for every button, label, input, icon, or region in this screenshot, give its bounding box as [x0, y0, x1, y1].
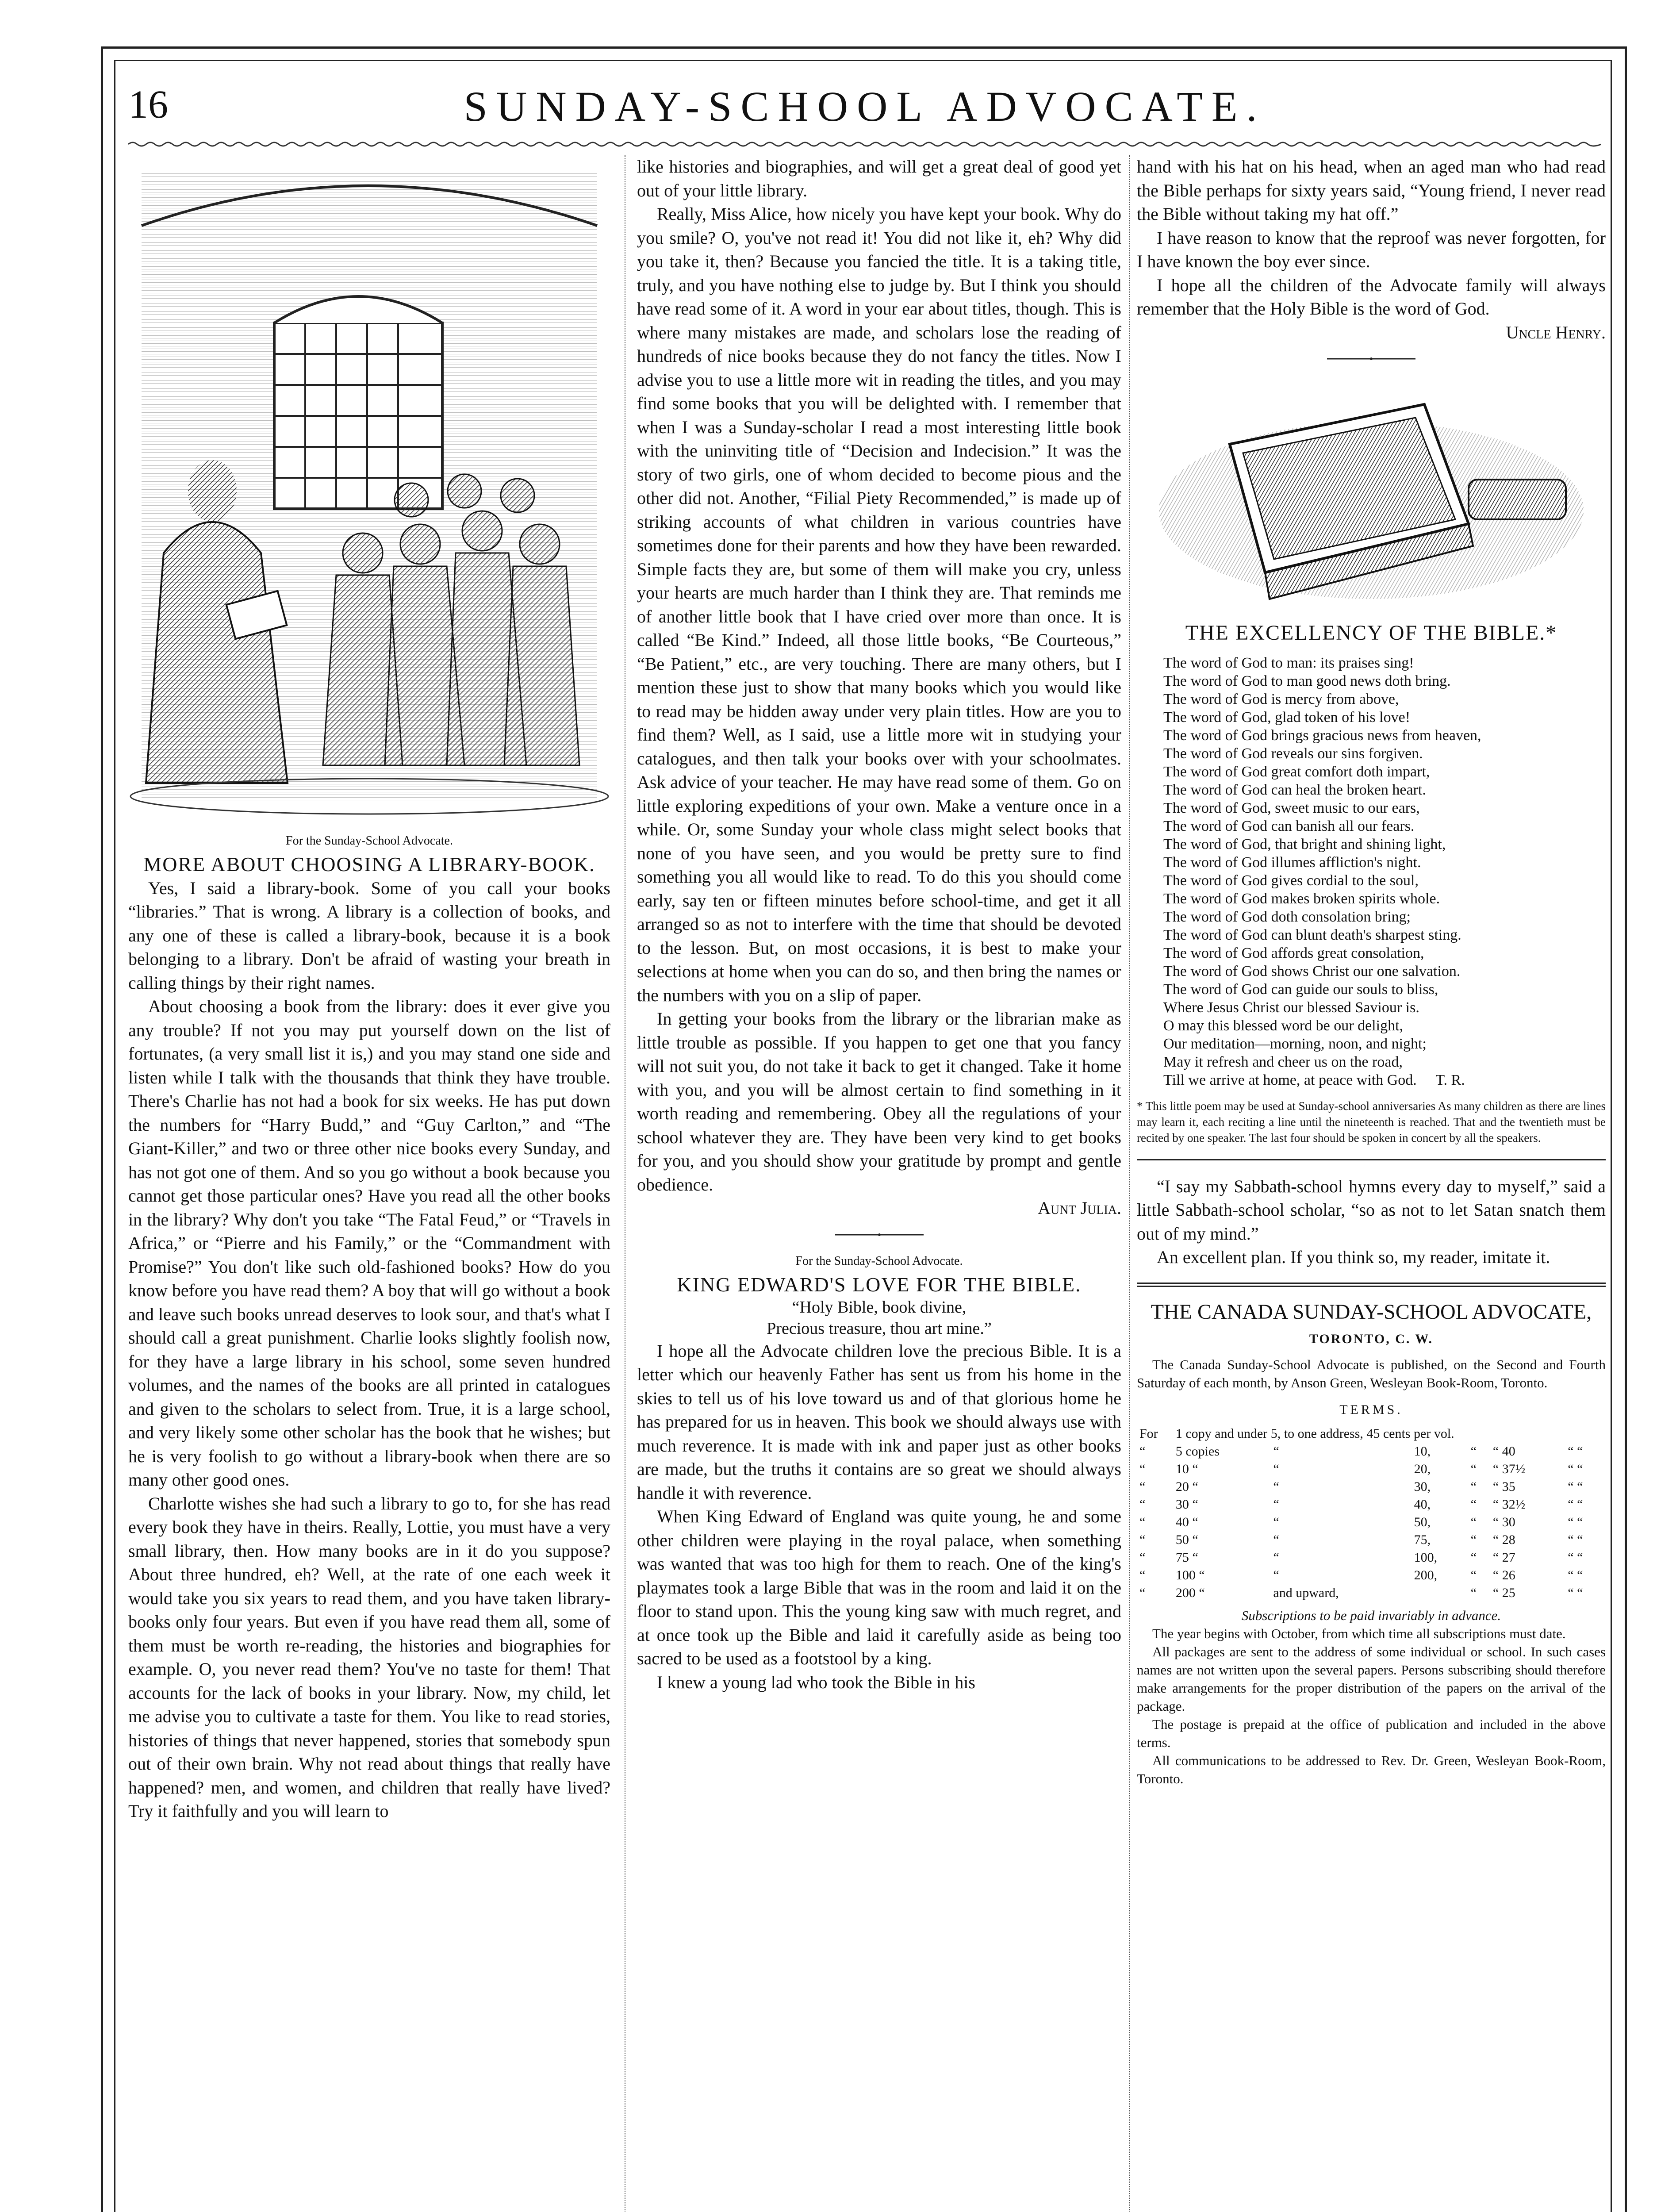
rates-cell: “ [1139, 1462, 1146, 1476]
rates-row [1137, 1460, 1606, 1478]
rates-cell: “ [1273, 1532, 1279, 1547]
rates-cell: 100 “ [1175, 1568, 1205, 1582]
advance-notice: Subscriptions to be paid invariably in advance. [1241, 1608, 1501, 1623]
poem-line: The word of God to man: its praises sing! [1163, 654, 1414, 671]
rates-cell: For [1139, 1426, 1158, 1441]
poem-line: The word of God reveals our sins forgiven. [1163, 745, 1423, 762]
rates-cell: 20 “ [1175, 1479, 1198, 1494]
rates-cell: “ [1470, 1532, 1477, 1547]
rates-cell: 200 “ [1175, 1586, 1205, 1600]
poem-signature: T. R. [1435, 1071, 1465, 1088]
notice-paragraph: All communications to be addressed to Rev. Dr. Green, Wesleyan Book-Room, Toronto. [1137, 1753, 1606, 1786]
notice-rule [1137, 1283, 1606, 1287]
rates-cell: “ [1470, 1515, 1477, 1529]
poem-line: The word of God great comfort doth impart, [1163, 763, 1430, 780]
rates-cell: 75, [1414, 1532, 1431, 1547]
poem-line: The word of God makes broken spirits whole. [1163, 890, 1440, 907]
poem-line: The word of God can guide our souls to bliss, [1163, 981, 1438, 998]
rates-cell: 20, [1414, 1462, 1431, 1476]
rates-cell: “ 35 [1492, 1479, 1515, 1494]
rates-row [1137, 1443, 1606, 1460]
notice-paragraph: All packages are sent to the address of some individual or school. In such cases names are not written upon the several papers. Persons subscribing should therefore make arrangements for the proper distribution of the papers on the arrival of the package. [1137, 1644, 1606, 1714]
article-paragraph: Yes, I said a library-book. Some of you call your books “libraries.” That is wrong. A library is a collection of books, and any one of these is called a library-book, because it is a book belonging to a library. Don't be afraid of wasting your breath in calling things by their right names. [128, 878, 610, 993]
rates-cell: “ [1470, 1586, 1477, 1600]
rates-cell: 30 “ [1175, 1497, 1198, 1512]
section-rule [1137, 1159, 1606, 1161]
rates-cell: “ [1273, 1444, 1279, 1459]
rates-cell: “ [1139, 1444, 1146, 1459]
rates-cell: 5 copies [1175, 1444, 1220, 1459]
article-credit: For the Sunday-School Advocate. [286, 833, 453, 848]
rates-row [1137, 1496, 1606, 1513]
poem-line: The word of God brings gracious news from heaven, [1163, 727, 1481, 744]
article-motto [637, 1297, 1121, 1339]
rates-cell: “ [1273, 1515, 1279, 1529]
article-paragraph: Charlotte wishes she had such a library to go to, for she has read every book they have in theirs. Really, Lottie, you must have a very small library, then. How many books are in it do you suppose? About three hundred, eh? Well, at the rate of one each week it would take you six years to read them, and you have taken library-books only four years. But even if you have read them all, some of them must be worth re-reading, the histories and biographies for example. O, you never read them? You've no taste for them! That accounts for the lack of books in your library. Now, my child, let me advise you to cultivate a taste for them. You like to read stories, histories of things that never happened, stories that somebody spun out of their own brain. Why not read about things that really have happened? men, and women, and children that really have lived? Try it faithfully and you will learn to [128, 1493, 610, 1821]
terms-heading: TERMS. [1339, 1402, 1403, 1417]
header-wavy-rule [128, 141, 1601, 148]
hymns-paragraph: An excellent plan. If you think so, my reader, imitate it. [1157, 1247, 1550, 1267]
notice-paragraph: The year begins with October, from which time all subscriptions must date. [1152, 1626, 1566, 1641]
article-signature: Uncle Henry. [1506, 322, 1606, 342]
rates-cell: “ [1470, 1550, 1477, 1565]
rates-cell: “ [1470, 1479, 1477, 1494]
rates-cell: “ “ [1568, 1568, 1583, 1582]
rates-cell: “ [1139, 1568, 1146, 1582]
poem-line: The word of God can banish all our fears. [1163, 818, 1415, 834]
poem-line: Our meditation—morning, noon, and night; [1163, 1035, 1427, 1052]
poem-body [1137, 654, 1606, 1089]
article-paragraph: About choosing a book from the library: does it ever give you any trouble? If not you may put yourself down on the list of fortunates, (a very small list it is,) and you may stand one side and listen while I talk with the thousands that think they have trouble. There's Charlie has not had a book for six weeks. He has put down the numbers for “Harry Budd,” and “Guy Carlton,” and “The Giant-Killer,” and two or three other nice books every Sunday, and has not got one of them. And so you go without a book because you cannot get those particular ones? Have you read all the other books in the library? Why don't you take “The Fatal Feud,” or “Travels in Africa,” or “Pierre and his Family,” or the “Commandment with Promise?” You don't like such old-fashioned books? How do you know before you have read them? A boy that will go without a book and leave such books unread deserves to look sour, and that's what I should call a great punishment. Charlie looks slightly foolish now, for they have a large library in his school, some seven hundred volumes, and the names of the books are all printed in catalogues and given to the scholars to select from. True, it is a large school, and very likely some other scholar has the book that he wishes; but he is very foolish to go without a library-book when there are so many other good ones. [128, 996, 610, 1490]
publication-title: SUNDAY-SCHOOL ADVOCATE. [464, 83, 1266, 130]
article-paragraph: hand with his hat on his head, when an aged man who had read the Bible perhaps for sixty years said, “Young friend, I never read the Bible without taking my hat off.” [1137, 157, 1606, 224]
motto-line: Precious treasure, thou art mine.” [767, 1319, 992, 1338]
rates-row [1137, 1567, 1606, 1584]
sunday-school-class-illustration [128, 155, 610, 818]
poem-line: The word of God shows Christ our one salvation. [1163, 963, 1461, 979]
rates-cell: “ [1273, 1550, 1279, 1565]
article-paragraph: When King Edward of England was quite young, he and some other children were playing in the royal palace, when something was wanted that was too high for them to reach. One of the king's playmates took a large Bible that was in the room and laid it on the floor to stand upon. This the young king saw with much regret, and at once took up the Bible and laid it carefully aside as being too sacred to be used as a footstool by a king. [637, 1506, 1121, 1668]
rates-cell: “ “ [1568, 1479, 1583, 1494]
poem-title: THE EXCELLENCY OF THE BIBLE.* [1185, 621, 1557, 645]
article-headline: KING EDWARD'S LOVE FOR THE BIBLE. [677, 1273, 1082, 1296]
motto-line: “Holy Bible, book divine, [792, 1298, 967, 1317]
notice-location: TORONTO, C. W. [1309, 1332, 1434, 1346]
article-paragraph: In getting your books from the library or the librarian make as little trouble as possible. If you happen to get one that you fancy will not suit you, do not take it back to get it changed. Take it home with you, and you will be almost certain to find something in it worth reading and remembering. Obey all the regulations of your school whatever they are. They have been very kind to get books for you, and you should show your gratitude by prompt and gentle obedience. [637, 1009, 1121, 1194]
rates-cell: “ “ [1568, 1586, 1583, 1600]
rates-row [1137, 1584, 1606, 1602]
rates-cell: “ [1139, 1479, 1146, 1494]
section-separator [835, 1233, 924, 1236]
rates-cell: “ 25 [1492, 1586, 1515, 1600]
rates-cell: “ [1470, 1462, 1477, 1476]
rates-row [1137, 1425, 1606, 1443]
poem-line: The word of God doth consolation bring; [1163, 908, 1411, 925]
rates-cell: “ 40 [1492, 1444, 1515, 1459]
rates-cell: “ 30 [1492, 1515, 1515, 1529]
holy-bible-illustration [1150, 378, 1592, 608]
rates-cell: 200, [1414, 1568, 1438, 1582]
rates-cell: “ [1273, 1462, 1279, 1476]
rates-row [1137, 1531, 1606, 1549]
poem-line-text: Till we arrive at home, at peace with God. [1163, 1071, 1417, 1088]
poem-line: The word of God, glad token of his love! [1163, 709, 1411, 726]
article-signature: Aunt Julia. [1038, 1198, 1121, 1218]
poem-line: The word of God, sweet music to our ears, [1163, 799, 1420, 816]
poem-line [1163, 1071, 1606, 1089]
poem-line: O may this blessed word be our delight, [1163, 1017, 1404, 1034]
rates-cell: “ 32½ [1492, 1497, 1526, 1512]
rates-cell: 50, [1414, 1515, 1431, 1529]
rates-cell: “ “ [1568, 1444, 1583, 1459]
article-paragraph: I hope all the children of the Advocate family will always remember that the Holy Bible is the word of God. [1137, 275, 1606, 319]
rates-cell: “ “ [1568, 1550, 1583, 1565]
rates-cell: “ [1470, 1497, 1477, 1512]
article-paragraph: I hope all the Advocate children love the precious Bible. It is a letter which our heavenly Father has sent us from his home in the skies to tell us of his love toward us and of that glorious home he has prepared for us in heaven. This book we should always use with much reverence. It is made with ink and paper just as other books are made, but the truths it contains are so great we should always handle it with reverence. [637, 1340, 1121, 1503]
rates-cell: “ “ [1568, 1497, 1583, 1512]
rates-cell: and upward, [1273, 1586, 1339, 1600]
rates-cell: “ 26 [1492, 1568, 1515, 1582]
hymns-paragraph: “I say my Sabbath-school hymns every day to myself,” said a little Sabbath-school scholar, “so as not to let Satan snatch them out of my mind.” [1137, 1176, 1606, 1244]
article-paragraph: like histories and biographies, and will get a great deal of good yet out of your little library. [637, 157, 1121, 200]
column-1 [128, 155, 610, 1823]
rates-cell: “ [1273, 1497, 1279, 1512]
notice-paragraph: The postage is prepaid at the office of publication and included in the above terms. [1137, 1717, 1606, 1750]
rates-cell: 10, [1414, 1444, 1431, 1459]
rates-cell: “ 28 [1492, 1532, 1515, 1547]
column-divider-2 [1129, 155, 1130, 2212]
rates-cell: “ [1139, 1515, 1146, 1529]
rates-cell: “ “ [1568, 1462, 1583, 1476]
rates-cell: “ [1139, 1550, 1146, 1565]
rates-table [1137, 1425, 1606, 1602]
article-paragraph: Really, Miss Alice, how nicely you have kept your book. Why do you smile? O, you've not read it! You did not like it, eh? Why did you take it, then? Because you fancied the title. It is a taking title, truly, and you have nothing else to judge by. But I think you should have read some of it. A word in your ear about titles, though. This is where many mistakes are made, and scholars lose the reading of hundreds of nice books because they do not fancy the titles. Now I advise you to use a little more wit in reading the titles, and you may find some books that you will be delighted with. I remember that when I was a Sunday-scholar I read a most interesting little book with the uninviting title of “Decision and Indecision.” It was the story of two girls, one of whom decided to become pious and the other did not. Another, “Filial Piety Recommended,” is made up of striking accounts of what children in various countries have sometimes done for their parents and how they have been rewarded. Simple facts they are, but some of them will make you cry, unless your hearts are much harder than I think they are. That reminds me of another little book that I have cried over more than once. It is called “Be Kind.” Indeed, all those little books, “Be Courteous,” “Be Patient,” etc., are very touching. There are many others, but I mention these just to show that many books which you would like to read may be hidden away under very plain titles. How are you to find them? Well, as I said, use a little more wit in studying your catalogues, and then talk your books over with your schoolmates. Ask advice of your teacher. He may have read some of them. Go on little exploring expeditions of your own. Make a venture once in a while. Or, some Sunday your whole class might select books that none of you have seen, and you would be pretty sure to find something you all would like to read. To do this you should come early, say ten or fifteen minutes before school-time, and get it all arranged so as not to interfere with the time that should be devoted to the lesson. But, on most occasions, it is best to make your selections at home when you can do so, and then bring the names or the numbers with you on a slip of paper. [637, 204, 1121, 1005]
poem-line: The word of God to man good news doth bring. [1163, 672, 1451, 689]
poem-line: The word of God gives cordial to the soul, [1163, 872, 1419, 889]
rates-cell: “ 27 [1492, 1550, 1515, 1565]
column-3 [1137, 155, 1606, 1788]
article-paragraph: I have reason to know that the reproof was never forgotten, for I have known the boy ever since. [1137, 227, 1606, 271]
rates-cell: “ [1139, 1532, 1146, 1547]
page-number: 16 [128, 83, 168, 127]
poem-footnote: * This little poem may be used at Sunday-school anniversaries As many children as there are lines may learn it, each reciting a line until the nineteenth is reached. That and the twentieth must be recited by one speaker. The last four should be spoken in concert by all the speakers. [1137, 1099, 1606, 1144]
poem-line: The word of God can blunt death's sharpest sting. [1163, 926, 1461, 943]
rates-cell: “ [1273, 1568, 1279, 1582]
poem-line: The word of God can heal the broken heart. [1163, 781, 1426, 798]
poem-line: May it refresh and cheer us on the road, [1163, 1053, 1403, 1070]
rates-cell: “ [1470, 1444, 1477, 1459]
rates-cell: “ [1139, 1586, 1146, 1600]
rates-cell: 30, [1414, 1479, 1431, 1494]
poem-line: Where Jesus Christ our blessed Saviour is. [1163, 999, 1419, 1016]
article-headline: MORE ABOUT CHOOSING A LIBRARY-BOOK. [143, 853, 595, 876]
rates-cell: “ “ [1568, 1515, 1583, 1529]
rates-row [1137, 1513, 1606, 1531]
rates-cell: “ [1139, 1497, 1146, 1512]
rates-cell: 75 “ [1175, 1550, 1198, 1565]
poem-line: The word of God affords great consolation, [1163, 945, 1424, 961]
rates-cell: 1 copy and under 5, to one address, 45 cents per vol. [1175, 1426, 1454, 1441]
masthead [128, 82, 1601, 135]
article-paragraph: I knew a young lad who took the Bible in his [657, 1672, 975, 1692]
rates-cell: 10 “ [1175, 1462, 1198, 1476]
rates-cell: “ 37½ [1492, 1462, 1526, 1476]
notice-title: THE CANADA SUNDAY-SCHOOL ADVOCATE, [1151, 1300, 1592, 1324]
rates-cell: 50 “ [1175, 1532, 1198, 1547]
rates-cell: 40 “ [1175, 1515, 1198, 1529]
section-separator [1327, 357, 1415, 360]
notice-intro: The Canada Sunday-School Advocate is published, on the Second and Fourth Saturday of each month, by Anson Green, Wesleyan Book-Room, Toronto. [1137, 1356, 1606, 1390]
column-2 [637, 155, 1121, 1694]
rates-cell: 100, [1414, 1550, 1438, 1565]
poem-line: The word of God is mercy from above, [1163, 691, 1399, 707]
rates-cell: “ [1470, 1568, 1477, 1582]
rates-cell: “ “ [1568, 1532, 1583, 1547]
poem-line: The word of God, that bright and shining light, [1163, 836, 1446, 853]
rates-cell: 40, [1414, 1497, 1431, 1512]
poem-line: The word of God illumes affliction's night. [1163, 854, 1421, 871]
rates-cell: “ [1273, 1479, 1279, 1494]
rates-row [1137, 1478, 1606, 1496]
rates-row [1137, 1549, 1606, 1567]
article-credit: For the Sunday-School Advocate. [795, 1254, 963, 1268]
rates-cell [1412, 1584, 1468, 1602]
